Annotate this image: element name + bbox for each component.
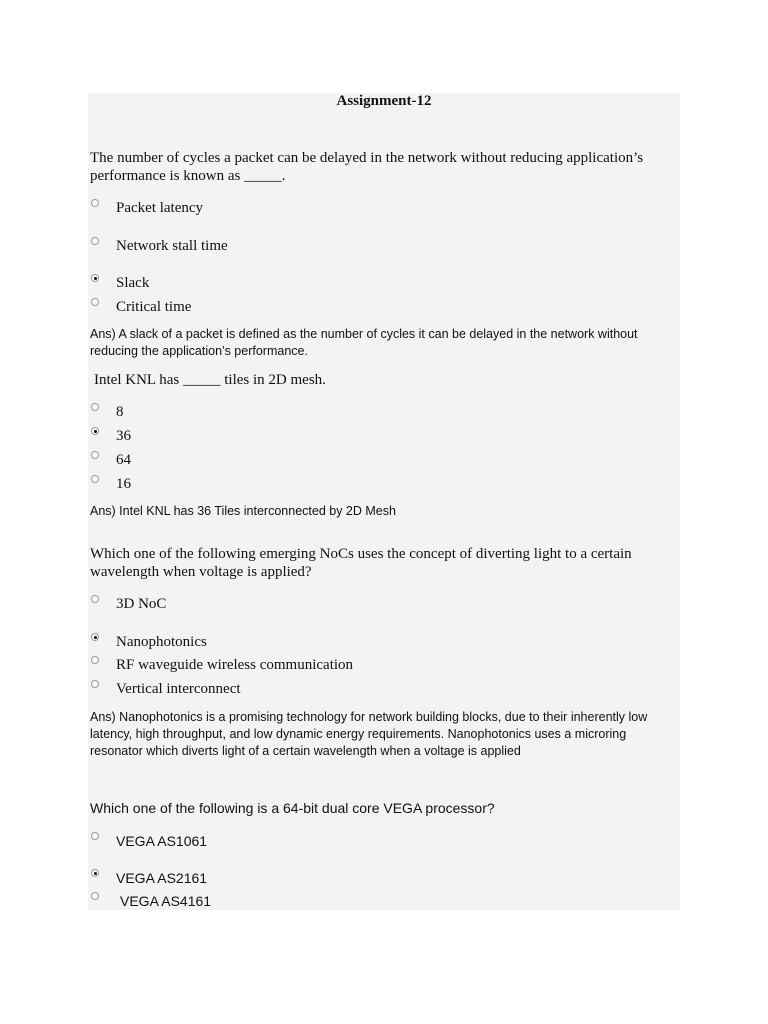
- option-label: VEGA AS1061: [116, 833, 208, 849]
- radio-button[interactable]: [91, 451, 99, 459]
- option-label: 36: [116, 428, 131, 444]
- option-label: Slack: [116, 275, 150, 291]
- radio-button-selected[interactable]: [91, 633, 99, 641]
- option-label: VEGA AS2161: [116, 870, 208, 886]
- q1-answer-explanation: Ans) A slack of a packet is defined as the number of cycles it can be delayed in the network without reducing the application’s performance.: [90, 327, 638, 358]
- assignment-page: [88, 93, 680, 910]
- question-2-text: Intel KNL has _____ tiles in 2D mesh.: [94, 372, 326, 388]
- option-label: VEGA AS4161: [120, 893, 212, 909]
- option-label: 8: [116, 404, 124, 420]
- question-4-text: Which one of the following is a 64-bit dual core VEGA processor?: [90, 800, 495, 816]
- option-label: RF waveguide wireless communication: [116, 657, 354, 673]
- option-label: Network stall time: [116, 238, 228, 254]
- option-label: 3D NoC: [116, 596, 167, 612]
- q2-answer-explanation: Ans) Intel KNL has 36 Tiles interconnected by 2D Mesh: [90, 504, 396, 518]
- option-label: Vertical interconnect: [116, 681, 241, 697]
- radio-button[interactable]: [91, 475, 99, 483]
- option-label: 64: [116, 452, 131, 468]
- question-1-text: The number of cycles a packet can be delayed in the network without reducing application’s performance is known as _____.: [90, 150, 644, 184]
- option-label: 16: [116, 476, 131, 492]
- radio-button-selected[interactable]: [91, 427, 99, 435]
- radio-button[interactable]: [91, 680, 99, 688]
- option-label: Critical time: [116, 299, 192, 315]
- radio-button[interactable]: [91, 237, 99, 245]
- radio-button[interactable]: [91, 656, 99, 664]
- radio-button-selected[interactable]: [91, 274, 99, 282]
- radio-button[interactable]: [91, 595, 99, 603]
- radio-button[interactable]: [91, 199, 99, 207]
- radio-button[interactable]: [91, 298, 99, 306]
- q3-answer-explanation: Ans) Nanophotonics is a promising technology for network building blocks, due to their inherently low latency, high throughput, and low dynamic energy requirements. Nanophotonics uses a microring resonator which diverts light of a certain wavelength when a voltage is applied: [90, 710, 648, 758]
- radio-button-selected[interactable]: [91, 869, 99, 877]
- page-title: Assignment-12: [336, 93, 432, 109]
- option-label: Packet latency: [116, 200, 204, 216]
- radio-button[interactable]: [91, 403, 99, 411]
- radio-button[interactable]: [91, 892, 99, 900]
- option-label: Nanophotonics: [116, 634, 207, 650]
- question-3-text: Which one of the following emerging NoCs uses the concept of diverting light to a certain wavelength when voltage is applied?: [90, 546, 632, 580]
- radio-button[interactable]: [91, 832, 99, 840]
